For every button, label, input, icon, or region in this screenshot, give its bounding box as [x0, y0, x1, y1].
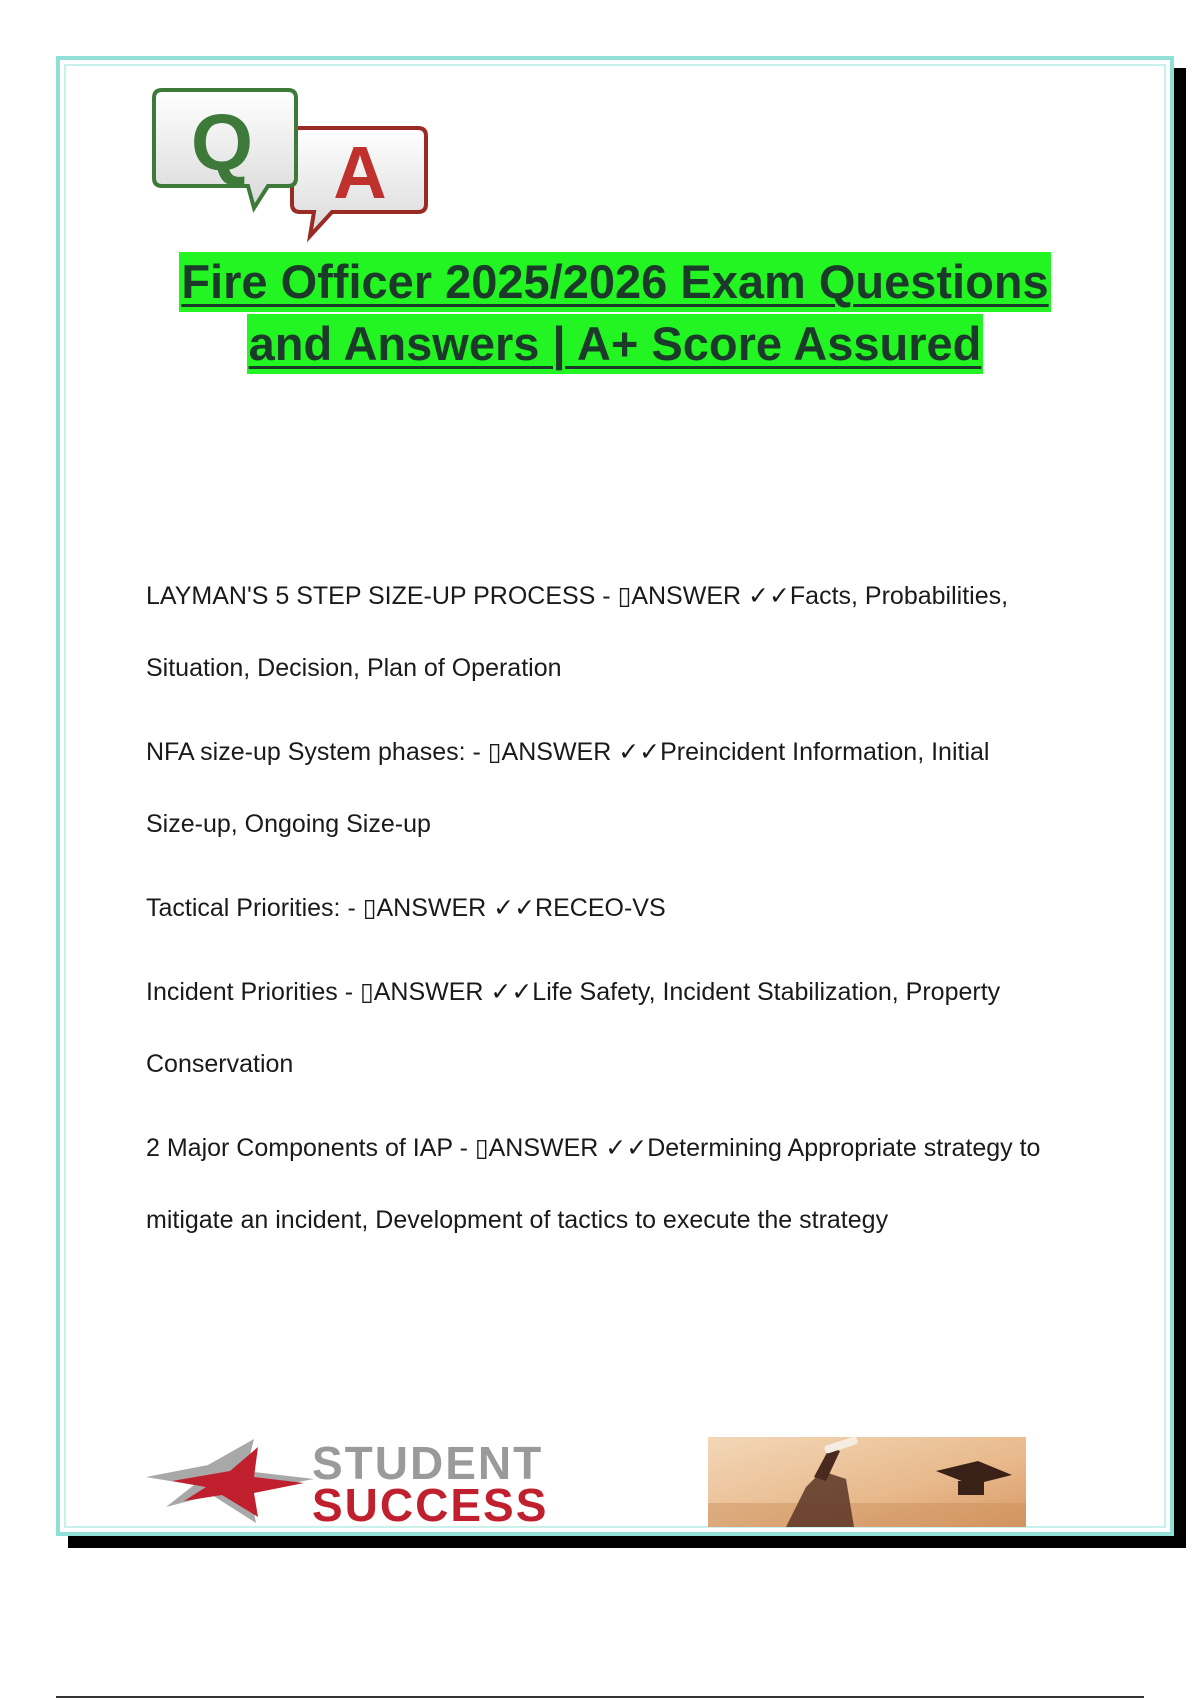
a-letter: A — [333, 131, 387, 214]
qa-answer: Life Safety, Incident Stabilization, Property Conservation — [146, 978, 1001, 1078]
qa-item — [146, 872, 1046, 944]
qa-answer: Facts, Probabilities, Situation, Decision, Plan of Operation — [146, 582, 1009, 682]
qa-answer: Determining Appropriate strategy to mitigate an incident, Development of tactics to execute the strategy — [146, 1134, 1041, 1234]
qa-question: 2 Major Components of IAP - ▯ANSWER ✓✓ — [146, 1134, 648, 1162]
brand-student: STUDENT — [312, 1437, 544, 1489]
qa-answer: Preincident Information, Initial Size-up, Ongoing Size-up — [146, 738, 990, 838]
title-line-1: Fire Officer 2025/2026 Exam Questions — [179, 252, 1050, 312]
document-title — [120, 252, 1110, 376]
qa-answer: RECEO-VS — [535, 894, 666, 922]
a-bubble-icon — [292, 128, 426, 236]
page-divider — [56, 1696, 1144, 1698]
q-letter: Q — [190, 98, 254, 187]
title-line-2: and Answers | A+ Score Assured — [247, 314, 984, 374]
qa-item — [146, 956, 1046, 1100]
qa-question: LAYMAN'S 5 STEP SIZE-UP PROCESS - ▯ANSWER ✓✓ — [146, 582, 790, 610]
qa-question: NFA size-up System phases: - ▯ANSWER ✓✓ — [146, 738, 661, 766]
star-icon — [146, 1439, 314, 1523]
brand-success: SUCCESS — [312, 1479, 549, 1527]
q-bubble-icon — [154, 90, 296, 208]
graduate-photo — [708, 1437, 1026, 1527]
qa-item — [146, 560, 1046, 704]
qa-logo — [150, 86, 430, 251]
qa-list — [146, 560, 1046, 1268]
qa-question: Incident Priorities - ▯ANSWER ✓✓ — [146, 978, 533, 1006]
student-success-banner — [146, 1437, 1026, 1527]
qa-question: Tactical Priorities: - ▯ANSWER ✓✓ — [146, 894, 536, 922]
qa-item — [146, 716, 1046, 860]
qa-item — [146, 1112, 1046, 1256]
